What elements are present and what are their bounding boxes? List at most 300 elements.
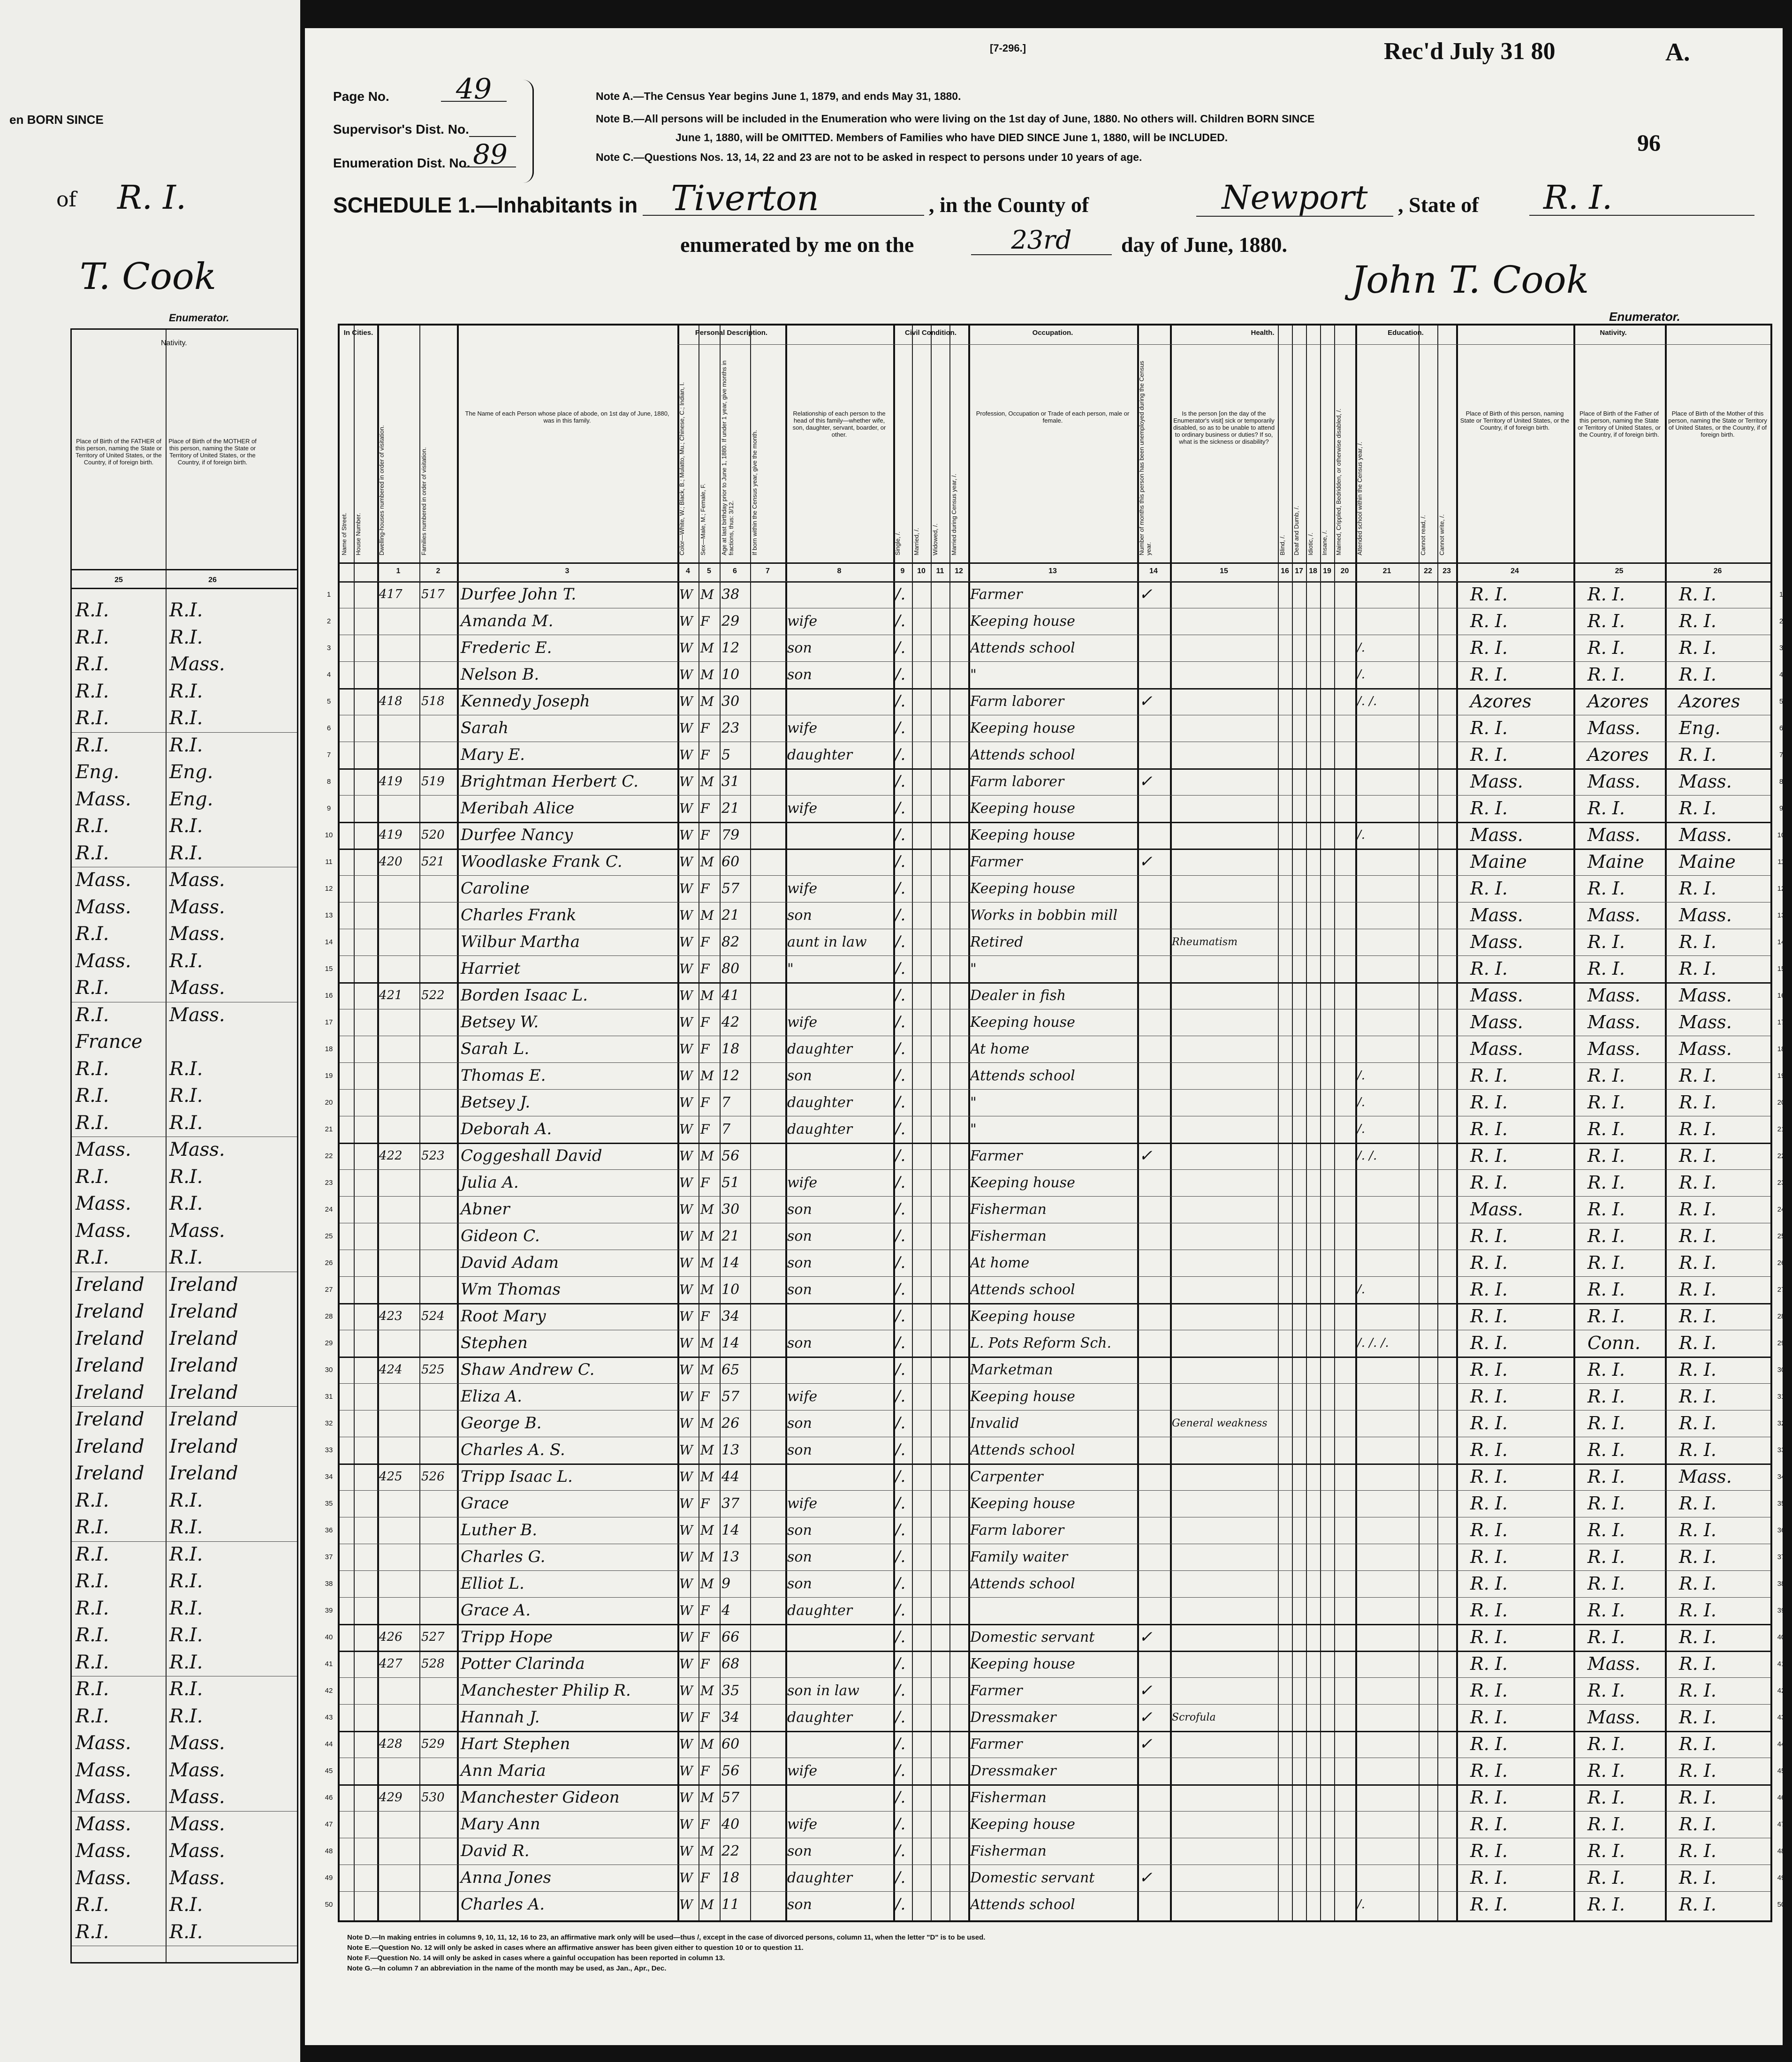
cell-bf: Mass.: [1587, 905, 1640, 925]
cell-age: 14: [721, 1522, 740, 1539]
cell-name: Sarah: [461, 719, 509, 737]
header-cread: Cannot read, /.: [1420, 515, 1427, 555]
cell-name: Hart Stephen: [461, 1735, 570, 1753]
cell-age: 56: [721, 1763, 740, 1779]
row-rule: [340, 661, 1770, 662]
cell-name: Durfee Nancy: [461, 826, 573, 844]
cell-bm: R. I.: [1679, 878, 1716, 899]
line-number: 29: [325, 1339, 333, 1347]
left-col25-header: Place of Birth of the FATHER of this person, naming the State or Territory of United States, or the Country, if of foreign birth.: [75, 438, 162, 466]
cell-color: W: [679, 587, 693, 602]
left-mother-birthplace: R.I.: [169, 1624, 203, 1646]
enum-dist-label: Enumeration Dist. No.: [333, 156, 471, 170]
line-number: 19: [325, 1072, 333, 1080]
cell-bm: Mass.: [1679, 985, 1732, 1006]
received-stamp: Rec'd July 31 80: [1384, 38, 1556, 65]
left-father-birthplace: R.I.: [76, 923, 109, 945]
cell-name: Thomas E.: [461, 1066, 546, 1085]
cell-rel: daughter: [787, 1870, 853, 1886]
line-number-right: 15: [1777, 965, 1785, 973]
cell-fam: 525: [421, 1363, 445, 1377]
left-mother-birthplace: R.I.: [169, 1085, 203, 1107]
cell-color: W: [679, 908, 693, 923]
cell-bm: R. I.: [1679, 1252, 1716, 1273]
cell-civ: /.: [895, 1253, 906, 1272]
cell-bm: R. I.: [1679, 1520, 1716, 1540]
cell-color: W: [679, 988, 693, 1003]
column-number: 8: [837, 567, 842, 575]
cell-fam: 530: [421, 1790, 445, 1804]
cell-bf: Azores: [1587, 744, 1649, 765]
line-number-right: 37: [1777, 1553, 1785, 1561]
cell-civ: /.: [895, 1467, 906, 1486]
cell-age: 11: [721, 1896, 740, 1913]
header-school: Attended school within the Census year, /.: [1356, 441, 1363, 555]
group-in-cities: In Cities.: [343, 329, 373, 337]
census-table-body: [325, 326, 1785, 1920]
cell-civ: /.: [895, 1735, 906, 1753]
cell-occ: Marketman: [970, 1362, 1053, 1378]
cell-bp: R. I.: [1470, 1359, 1508, 1380]
header-insane: Insane, /.: [1321, 530, 1328, 555]
line-number: 27: [325, 1286, 333, 1294]
cell-unemp: ✓: [1139, 1681, 1153, 1700]
line-number-right: 21: [1777, 1125, 1785, 1133]
cell-name: Charles G.: [461, 1547, 546, 1566]
left-father-birthplace: Mass.: [76, 788, 131, 810]
line-number: 28: [325, 1312, 333, 1320]
cell-civ: /.: [895, 585, 906, 604]
cell-civ: /.: [895, 879, 906, 898]
cell-name: Borden Isaac L.: [461, 986, 588, 1005]
column-rule: [457, 326, 459, 1920]
brace: [523, 80, 534, 183]
cell-occ: Keeping house: [970, 800, 1075, 817]
cell-bm: Mass.: [1679, 825, 1732, 845]
cell-civ: /.: [895, 1227, 906, 1245]
left-father-birthplace: R.I.: [76, 1004, 109, 1026]
cell-name: Amanda M.: [461, 612, 554, 630]
cell-unemp: ✓: [1139, 1708, 1153, 1727]
cell-civ: /.: [895, 1440, 906, 1459]
column-rule: [419, 326, 420, 1920]
cell-color: W: [679, 1442, 693, 1458]
cell-bm: R. I.: [1679, 637, 1716, 658]
cell-age: 34: [721, 1709, 740, 1726]
row-rule: [340, 1731, 1770, 1732]
cell-occ: Fisherman: [970, 1843, 1047, 1859]
cell-occ: Attends school: [970, 747, 1075, 763]
left-father-birthplace: R.I.: [76, 1678, 109, 1700]
column-number: 11: [936, 567, 944, 575]
cell-bf: R. I.: [1587, 1894, 1625, 1915]
cell-civ: /.: [895, 719, 906, 737]
cell-bf: Mass.: [1587, 825, 1640, 845]
cell-occ: Farmer: [970, 1683, 1023, 1699]
cell-school: /.: [1357, 667, 1366, 682]
cell-bm: R. I.: [1679, 1145, 1716, 1166]
column-rule: [1456, 326, 1458, 1920]
cell-bm: R. I.: [1679, 744, 1716, 765]
cell-dw: 428: [379, 1737, 402, 1751]
cell-age: 21: [721, 907, 740, 924]
cell-color: W: [679, 694, 693, 709]
row-rule: [340, 1062, 1770, 1063]
cell-rel: wife: [787, 1763, 818, 1779]
left-father-birthplace: Eng.: [76, 761, 120, 783]
left-father-birthplace: R.I.: [76, 1597, 109, 1619]
cell-age: 57: [721, 1789, 740, 1806]
cell-age: 9: [721, 1576, 731, 1592]
left-father-birthplace: R.I.: [76, 1085, 109, 1107]
cell-bp: Maine: [1470, 851, 1527, 872]
cell-bp: R. I.: [1470, 1520, 1508, 1540]
cell-age: 42: [721, 1014, 740, 1031]
line-number-right: 26: [1777, 1259, 1785, 1267]
cell-civ: /.: [895, 1815, 906, 1834]
cell-rel: daughter: [787, 1709, 853, 1726]
cell-civ: /.: [895, 1788, 906, 1807]
cell-bp: R. I.: [1470, 611, 1508, 631]
line-number: 23: [325, 1179, 333, 1187]
cell-color: W: [679, 1469, 693, 1485]
cell-color: W: [679, 1389, 693, 1404]
header-blind: Blind, /.: [1279, 535, 1286, 555]
cell-bp: R. I.: [1470, 1841, 1508, 1861]
cell-rel: son: [787, 1281, 812, 1298]
left-father-birthplace: R.I.: [76, 1705, 109, 1727]
cell-sex: F: [700, 1496, 710, 1511]
column-rule: [377, 326, 379, 1920]
cell-dw: 425: [379, 1470, 402, 1484]
row-rule: [340, 1651, 1770, 1652]
cell-bm: R. I.: [1679, 1493, 1716, 1514]
cell-bf: R. I.: [1587, 1359, 1625, 1380]
row-rule: [340, 1143, 1770, 1144]
cell-rel: son in law: [787, 1683, 859, 1699]
line-number-right: 5: [1779, 697, 1784, 705]
cell-fam: 517: [421, 587, 445, 601]
left-father-birthplace: Mass.: [76, 1786, 131, 1808]
left-mother-birthplace: Mass.: [169, 1220, 225, 1242]
left-father-birthplace: Ireland: [76, 1274, 144, 1296]
cell-age: 10: [721, 667, 740, 683]
cell-bf: R. I.: [1587, 1734, 1625, 1754]
cell-color: W: [679, 774, 693, 789]
cell-occ: ": [970, 1094, 977, 1111]
cell-name: Mary Ann: [461, 1815, 540, 1834]
cell-sex: M: [700, 1362, 714, 1378]
cell-bm: R. I.: [1679, 1065, 1716, 1086]
of-label: of: [56, 188, 76, 212]
cell-civ: /.: [895, 745, 906, 764]
left-mother-birthplace: Eng.: [169, 761, 213, 783]
cell-name: David Adam: [461, 1253, 559, 1272]
footnote-g: Note G.—In column 7 an abbreviation in the name of the month may be used, as Jan., Apr., Dec.: [347, 1964, 667, 1972]
cell-fam: 524: [421, 1309, 445, 1323]
line-number: 9: [327, 804, 331, 812]
cell-sick: Rheumatism: [1172, 936, 1238, 948]
cell-age: 79: [721, 827, 740, 843]
cell-bp: Mass.: [1470, 985, 1523, 1006]
cell-bp: R. I.: [1470, 1092, 1508, 1113]
cell-name: Anna Jones: [461, 1868, 551, 1887]
line-number: 33: [325, 1446, 333, 1454]
cell-name: Tripp Hope: [461, 1628, 553, 1646]
cell-name: Manchester Philip R.: [461, 1681, 631, 1700]
line-number-right: 20: [1777, 1099, 1785, 1107]
cell-age: 26: [721, 1415, 740, 1432]
cell-bp: R. I.: [1470, 1734, 1508, 1754]
cell-civ: /.: [895, 1761, 906, 1780]
cell-bf: R. I.: [1587, 1199, 1625, 1220]
column-rule: [1306, 326, 1307, 1920]
line-number: 1: [327, 591, 331, 599]
line-number-right: 29: [1777, 1339, 1785, 1347]
cell-color: W: [679, 1095, 693, 1110]
cell-unemp: ✓: [1139, 585, 1153, 604]
left-mother-birthplace: R.I.: [169, 1570, 203, 1592]
cell-civ: /.: [895, 826, 906, 844]
left-father-birthplace: R.I.: [76, 1543, 109, 1565]
line-number: 49: [325, 1874, 333, 1882]
cell-age: 18: [721, 1870, 740, 1886]
cell-bf: R. I.: [1587, 1493, 1625, 1514]
row-rule: [340, 1357, 1770, 1358]
cell-bf: R. I.: [1587, 1145, 1625, 1166]
cell-sex: F: [700, 1710, 710, 1725]
cell-bm: R. I.: [1679, 1333, 1716, 1353]
cell-name: Kennedy Joseph: [461, 692, 590, 711]
cell-sex: M: [700, 1068, 714, 1084]
left-father-birthplace: R.I.: [76, 1570, 109, 1592]
cell-rel: son: [787, 640, 812, 656]
cell-name: Gideon C.: [461, 1227, 540, 1245]
row-rule: [340, 1811, 1770, 1812]
cell-name: Sarah L.: [461, 1039, 530, 1058]
cell-color: W: [679, 667, 693, 682]
schedule-title: SCHEDULE 1.—Inhabitants in: [333, 193, 638, 217]
line-number-right: 1: [1779, 591, 1784, 599]
cell-civ: /.: [895, 1120, 906, 1138]
cell-occ: Keeping house: [970, 827, 1075, 843]
left-father-birthplace: R.I.: [76, 707, 109, 729]
cell-bp: R. I.: [1470, 1680, 1508, 1701]
left-rows: [72, 597, 297, 1957]
cell-rel: son: [787, 1576, 812, 1592]
cell-name: Meribah Alice: [461, 799, 575, 818]
county-label: , in the County of: [929, 193, 1089, 217]
cell-bp: R. I.: [1470, 1386, 1508, 1407]
left-father-birthplace: Mass.: [76, 1813, 131, 1835]
column-rule: [1170, 326, 1172, 1920]
previous-page-strip: [0, 0, 300, 2062]
left-father-birthplace: France: [76, 1031, 143, 1053]
state-value: R. I.: [1529, 178, 1754, 216]
cell-bf: R. I.: [1587, 611, 1625, 631]
cell-sex: M: [700, 1523, 714, 1538]
header-div: Married during Census year, /.: [950, 473, 957, 555]
cell-school: /.: [1357, 1897, 1366, 1911]
cell-dw: 422: [379, 1149, 402, 1163]
cell-civ: /.: [895, 932, 906, 951]
line-number: 17: [325, 1018, 333, 1026]
cell-civ: /.: [895, 1574, 906, 1593]
cell-occ: Farmer: [970, 1736, 1023, 1752]
cell-bf: R. I.: [1587, 1413, 1625, 1433]
cell-sex: F: [700, 881, 710, 896]
cell-bf: R. I.: [1587, 1760, 1625, 1781]
line-number-right: 8: [1779, 778, 1784, 786]
cell-bm: R. I.: [1679, 798, 1716, 819]
cell-rel: son: [787, 1068, 812, 1084]
row-rule: [340, 982, 1770, 984]
cell-age: 14: [721, 1255, 740, 1271]
left-mother-birthplace: Eng.: [169, 788, 213, 810]
cell-bf: Conn.: [1587, 1333, 1640, 1353]
cell-sex: M: [700, 640, 714, 656]
header-unemp: Number of months this person has been unemployed during the Census year.: [1138, 361, 1152, 555]
cell-sex: F: [700, 747, 710, 763]
cell-civ: /.: [895, 612, 906, 630]
left-mother-birthplace: Mass.: [169, 1139, 225, 1160]
cell-occ: Farm laborer: [970, 1522, 1064, 1539]
line-number-right: 2: [1779, 617, 1784, 625]
cell-name: Deborah A.: [461, 1120, 552, 1138]
cell-dw: 426: [379, 1630, 402, 1644]
left-mother-birthplace: R.I.: [169, 626, 203, 648]
cell-bp: R. I.: [1470, 1333, 1508, 1353]
cell-color: W: [679, 934, 693, 950]
cell-rel: wife: [787, 1495, 818, 1512]
group-education: Education.: [1388, 329, 1424, 337]
cell-rel: son: [787, 1843, 812, 1859]
header-deaf: Deaf and Dumb, /.: [1293, 506, 1300, 555]
cell-name: Tripp Isaac L.: [461, 1467, 573, 1486]
supervisor-value: [469, 113, 516, 137]
cell-occ: Keeping house: [970, 1308, 1075, 1325]
cell-sex: F: [700, 801, 710, 816]
cell-age: 51: [721, 1175, 740, 1191]
cell-sex: M: [700, 1416, 714, 1431]
line-number: 34: [325, 1473, 333, 1481]
form-code: [7-296.]: [990, 42, 1026, 54]
cell-dw: 421: [379, 988, 402, 1002]
cell-occ: Domestic servant: [970, 1629, 1095, 1645]
group-occupation: Occupation.: [1032, 329, 1073, 337]
column-number: 4: [686, 567, 690, 575]
cell-bm: R. I.: [1679, 1413, 1716, 1433]
cell-bm: R. I.: [1679, 1279, 1716, 1300]
enumerated-suffix: day of June, 1880.: [1121, 233, 1287, 257]
cell-sex: M: [700, 774, 714, 789]
cell-age: 57: [721, 880, 740, 897]
cell-sex: M: [700, 1683, 714, 1698]
line-number: 4: [327, 671, 331, 679]
cell-fam: 526: [421, 1470, 445, 1484]
cell-rel: wife: [787, 880, 818, 897]
cell-bp: R. I.: [1470, 718, 1508, 738]
cell-sex: F: [700, 1763, 710, 1779]
cell-name: Elliot L.: [461, 1574, 524, 1593]
cell-bm: Mass.: [1679, 1039, 1732, 1059]
left-mother-birthplace: R.I.: [169, 842, 203, 864]
cell-bm: Eng.: [1679, 718, 1721, 738]
line-number-right: 42: [1777, 1687, 1785, 1695]
left-mother-birthplace: Mass.: [169, 653, 225, 675]
cell-bf: R. I.: [1587, 1680, 1625, 1701]
cell-color: W: [679, 1630, 693, 1645]
cell-name: Harriet: [461, 959, 521, 978]
left-mother-birthplace: Ireland: [169, 1409, 238, 1430]
cell-age: 80: [721, 961, 740, 977]
row-rule: [340, 581, 1770, 582]
row-rule: [340, 1276, 1770, 1277]
cell-name: Eliza A.: [461, 1387, 522, 1406]
cell-bf: R. I.: [1587, 1252, 1625, 1273]
cell-school: /.: [1357, 1069, 1366, 1083]
cell-sex: M: [700, 854, 714, 870]
header-rel: Relationship of each person to the head of this family—whether wife, son, daughter, servant, boarder, or other.: [792, 410, 886, 438]
header-sex: Sex—Male, M.; Female, F.: [699, 483, 706, 555]
line-number: 22: [325, 1152, 333, 1160]
cell-occ: Farmer: [970, 1148, 1023, 1164]
left-mother-birthplace: R.I.: [169, 1651, 203, 1673]
cell-occ: Keeping house: [970, 1175, 1075, 1191]
line-number: 32: [325, 1419, 333, 1427]
cell-bm: R. I.: [1679, 1760, 1716, 1781]
row-rule: [340, 768, 1770, 770]
cell-dw: 423: [379, 1309, 402, 1323]
left-father-birthplace: R.I.: [76, 1489, 109, 1511]
cell-name: Charles A.: [461, 1895, 545, 1914]
cell-civ: /.: [895, 1842, 906, 1860]
left-father-birthplace: R.I.: [76, 680, 109, 702]
cell-color: W: [679, 1282, 693, 1297]
line-number: 13: [325, 911, 333, 919]
left-mother-birthplace: R.I.: [169, 680, 203, 702]
line-number-right: 14: [1777, 938, 1785, 946]
line-number-right: 33: [1777, 1446, 1785, 1454]
cell-dw: 418: [379, 694, 402, 708]
row-rule: [340, 1677, 1770, 1678]
line-number: 2: [327, 617, 331, 625]
line-number: 35: [325, 1500, 333, 1508]
column-number: 20: [1340, 567, 1349, 575]
cell-civ: /.: [895, 692, 906, 711]
line-number: 38: [325, 1580, 333, 1588]
cell-age: 57: [721, 1388, 740, 1405]
cell-bp: R. I.: [1470, 1653, 1508, 1674]
cell-dw: 420: [379, 855, 402, 869]
line-number-right: 3: [1779, 644, 1784, 652]
cell-rel: son: [787, 1255, 812, 1271]
cell-bp: R. I.: [1470, 1546, 1508, 1567]
left-father-birthplace: R.I.: [76, 1058, 109, 1080]
cell-sex: F: [700, 961, 710, 977]
cell-occ: Dealer in fish: [970, 987, 1066, 1004]
left-mother-birthplace: R.I.: [169, 950, 203, 972]
cell-age: 30: [721, 1201, 740, 1218]
cell-color: W: [679, 747, 693, 763]
cell-civ: /.: [895, 1200, 906, 1219]
cell-occ: Farm laborer: [970, 693, 1064, 710]
cell-dw: 419: [379, 774, 402, 788]
cell-bm: R. I.: [1679, 611, 1716, 631]
cell-name: Manchester Gideon: [461, 1788, 620, 1807]
cell-bm: R. I.: [1679, 1092, 1716, 1113]
county-value: Newport: [1196, 178, 1393, 217]
